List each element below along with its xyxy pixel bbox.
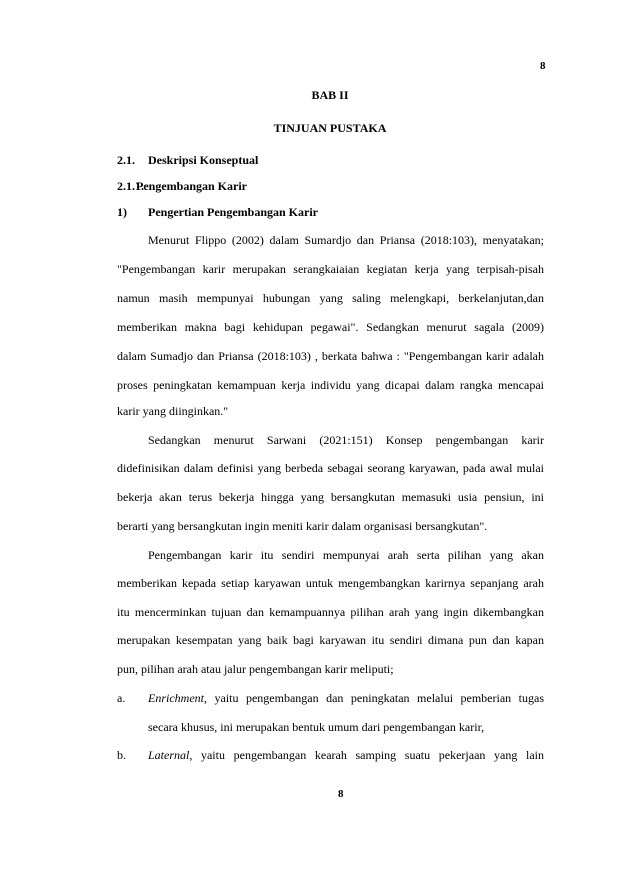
list-marker-a: a. xyxy=(117,691,126,705)
list-item-text: , yaitu pengembangan kearah samping suatu pekerjaan yang lain xyxy=(189,748,544,762)
paragraph1-line: dalam Sumadjo dan Priansa (2018:103) , berkata bahwa : "Pengembangan karir adalah xyxy=(117,349,544,363)
list-item-a-line1 xyxy=(148,691,544,706)
list-marker-b: b. xyxy=(117,748,126,762)
paragraph3-line: memberikan kepada setiap karyawan untuk mengembangkan karirnya sepanjang arah xyxy=(117,576,544,590)
list-item-b-line1 xyxy=(148,748,544,763)
paragraph3-line: Pengembangan karir itu sendiri mempunyai arah serta pilihan yang akan xyxy=(148,548,544,562)
page-number-bottom: 8 xyxy=(338,788,344,800)
paragraph3-line: pun, pilihan arah atau jalur pengembangan karir meliputi; xyxy=(117,662,394,676)
paragraph2-line: berarti yang bersangkutan ingin meniti karir dalam organisasi bersangkutan". xyxy=(117,519,488,533)
page-number-top: 8 xyxy=(540,60,546,72)
list-item-a-line2: secara khusus, ini merupakan bentuk umum dari pengembangan karir, xyxy=(148,720,485,734)
paragraph3-line: merupakan kesempatan yang baik bagi karyawan itu sendiri dimana pun dan kapan xyxy=(117,633,544,647)
list-item-term: Laternal xyxy=(148,748,190,762)
paragraph1-line: memberikan makna bagi kehidupan pegawai". Sedangkan menurut sagala (2009) xyxy=(117,320,544,334)
section-number: 2.1.1. xyxy=(117,179,144,193)
section-title: Pengertian Pengembangan Karir xyxy=(148,205,318,219)
paragraph2-line: didefinisikan dalam definisi yang berbeda sebagai seorang karyawan, pada awal mulai xyxy=(117,461,544,475)
section-title: Pengembangan Karir xyxy=(136,179,247,193)
list-item-text: , yaitu pengembangan dan peningkatan melalui pemberian tugas xyxy=(204,691,544,705)
paragraph1-line: proses peningkatan kemampuan kerja individu yang dicapai dalam rangka mencapai xyxy=(117,378,544,392)
paragraph1-line: Menurut Flippo (2002) dalam Sumardjo dan Priansa (2018:103), menyatakan; xyxy=(148,233,544,247)
paragraph3-line: itu mencerminkan tujuan dan kemampuannya pilihan arah yang ingin dikembangkan xyxy=(117,605,544,619)
chapter-heading: BAB II xyxy=(311,88,349,102)
paragraph2-line: bekerja akan terus bekerja hingga yang bersangkutan memasuki usia pensiun, ini xyxy=(117,490,544,504)
chapter-title: TINJUAN PUSTAKA xyxy=(273,121,387,135)
paragraph1-line: karir yang diinginkan." xyxy=(117,404,229,418)
section-title: Deskripsi Konseptual xyxy=(148,153,259,167)
section-number: 2.1. xyxy=(117,153,135,167)
section-number: 1) xyxy=(117,205,127,219)
paragraph1-line: namun masih mempunyai hubungan yang saling melengkapi, berkelanjutan,dan xyxy=(117,291,544,305)
paragraph2-line: Sedangkan menurut Sarwani (2021:151) Konsep pengembangan karir xyxy=(148,433,544,447)
list-item-term: Enrichment xyxy=(148,691,204,705)
paragraph1-line: "Pengembangan karir merupakan serangkaiaian kegiatan kerja yang terpisah-pisah xyxy=(117,262,544,276)
